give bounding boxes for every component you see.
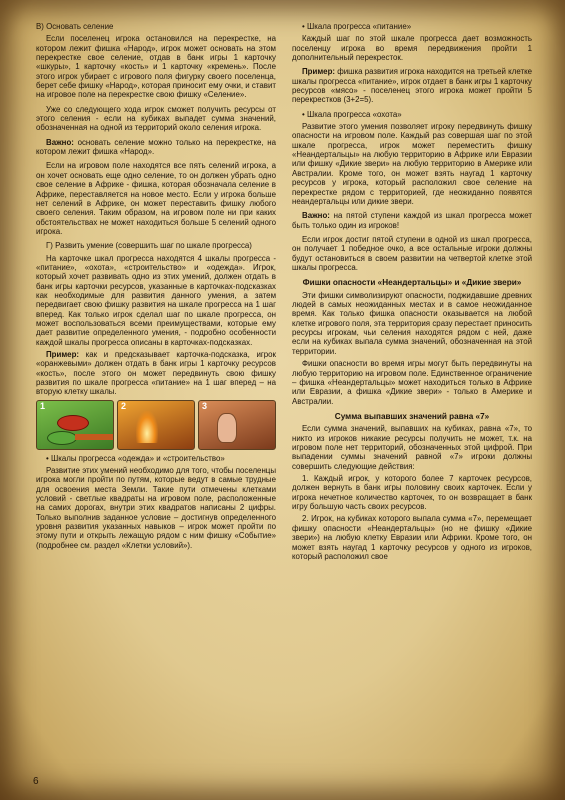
- paragraph: Фишки опасности во время игры могут быть передвинуты на любую территорию на игровом поле. Единственное ограничение – фишка «Неандертальцы» может находиться только в Африке или Евразии, а фишка «Дикие звери» - только в Америке и Австралии.: [292, 359, 532, 406]
- red-token-icon: [57, 415, 89, 431]
- left-column: [36, 22, 276, 553]
- paragraph: Если сумма значений, выпавших на кубиках, равна «7», то никто из игроков никакие ресурсы получить не может, т.к. на игровом поле нет территорий, обозначенных этой цифрой. При выпадении суммы значений равной «7» игроки должны совершить следующие действия:: [292, 424, 532, 471]
- paragraph: Каждый шаг по этой шкале прогресса дает возможность поселенцу игрока во время передвижения пройти 1 дополнительный перекресток.: [292, 34, 532, 63]
- bullet-heading-hunt: • Шкала прогресса «охота»: [302, 109, 402, 119]
- paragraph: 1. Каждый игрок, у которого более 7 карточек ресурсов, должен вернуть в банк игры половину своих карточек. Если у игрока нечетное количество карточек, то он возвращает в банк игру большую часть своих ресурсов.: [292, 474, 532, 512]
- green-token-icon: [47, 431, 77, 445]
- note-label: Важно:: [46, 137, 74, 147]
- example-text: фишка развития игрока находится на третьей клетке шкалы прогресса «питание», игрок отдает в банк игры 1 карточку ресурсов «мясо» - поселенец этого игрока может пройти 5 перекрестков (3+2=5).: [292, 67, 532, 105]
- right-column: [292, 22, 532, 564]
- important-note: [292, 211, 532, 230]
- paragraph: Развитие этих умений необходимо для того, чтобы поселенцы игрока могли пройти по путям, которые ведут в самые трудные для освоения места Земли. Такие пути отмечены клетками условий - светлые квадраты на игровом поле, расположенные на самих дорогах, внутри этих квадратов написаны 2 цифры. Только выполнив заданное условие – достигнув определенного уровня развития указанных навыков – игрок может пройти по этому пути и открыть лежащую рядом с ним фишку «Событие» (подробнее см. раздел «Клетки условий»).: [36, 466, 276, 550]
- example-illustration: [36, 400, 276, 450]
- paragraph: 2. Игрок, на кубиках которого выпала сумма «7», перемещает фишку опасности «Неандертальцы» (но не фишку «Дикие звери») на любую клетку Евразии или Африки. Кроме того, он может взять наугад 1 карточку ресурсов у одного из игроков, который расположил свое: [292, 514, 532, 561]
- example-note: [36, 350, 276, 397]
- bullet-text: Шкала прогресса «питание»: [306, 22, 412, 31]
- card-number: 1: [40, 400, 46, 411]
- example-label: Пример:: [302, 67, 336, 77]
- hand-icon: [217, 413, 237, 443]
- paragraph: На карточке шкал прогресса находятся 4 шкалы прогресса - «питание», «охота», «строительство» и «одежда». Игрок, который хочет развивать одно из этих умений, должен отдать в банк игры карточки ресурсов, указанные в карточках-подсказках как необходимые для развития данного умения, а затем передвигает свою фишку развития на шкале прогресса на 1 шаг вперед. Как только игрок сделал шаг по шкале прогресса, он может воспользоваться всеми преимуществами, которые ему дает развитие определенного умения, - подробно особенности каждой шкалы прогресса описаны в карточках-подсказках.: [36, 253, 276, 347]
- section-heading-sum-seven: Сумма выпавших значений равна «7»: [334, 411, 490, 421]
- section-heading-found-settlement: В) Основать селение: [36, 22, 114, 31]
- card-number: 3: [202, 400, 208, 411]
- illustration-card-2: [117, 400, 195, 450]
- example-note: [292, 67, 532, 104]
- example-text: как и предсказывает карточка-подсказка, игрок «оранжевыми» должен отдать в банк игры 1 карточку ресурсов «кость», после этого он может передвинуть свою фишку развития по шкале прогресса «питание» на 1 шаг вперед – на вторую клетку шкалы.: [36, 350, 276, 397]
- note-text: основать селение можно только на перекрестке, на котором лежит фишка «Народ».: [36, 137, 276, 157]
- bullet-heading-food: • Шкала прогресса «питание»: [302, 22, 412, 31]
- paragraph: Развитие этого умения позволяет игроку передвинуть фишку опасности на игровом поле. Каждый раз совершая шаг по этой шкале прогресса, игрок может переместить фишку «Неандертальцы» на любую территорию в Африке или Евразии или фишку «Дикие звери» на любую территорию в Америке или Австралии. Кроме того, он может взять наугад 1 карточку ресурсов у игрока, который расположил свое селение на перекрестке рядом с территорией, где неожиданно появятся неандертальцы или дикие звери.: [292, 122, 532, 206]
- arrow-icon: [75, 434, 114, 440]
- bullet-text: Шкалы прогресса «одежда» и «строительство»: [50, 453, 225, 463]
- card-number: 2: [121, 400, 127, 411]
- illustration-card-1: [36, 400, 114, 450]
- fire-icon: [136, 411, 158, 443]
- important-note: [36, 138, 276, 157]
- bullet-text: Шкала прогресса «охота»: [306, 109, 402, 119]
- note-label: Важно:: [302, 211, 330, 221]
- example-label: Пример:: [46, 350, 80, 359]
- paragraph: Если на игровом поле находятся все пять селений игрока, а он хочет основать еще одно селение, то он должен убрать одно свое селение в Африке - фишка, которая обозначала селение в Африке, переставляется на новое место. Если у игрока больше нет селений в Африке, он может переставить фишку любого своего селения. Таким образом, на игровом поле ни при каких обстоятельствах не может находиться больше 5 селений одного игрока.: [36, 161, 276, 236]
- paragraph: Если поселенец игрока остановился на перекрестке, на котором лежит фишка «Народ», игрок может основать на этом перекрестке свое селение, отдав в банк игры 1 карточку «шкуры», 1 карточку «кость» и 1 карточку «кремень». После этого игрок убирает с игрового поля фигурку своего поселенца, берет себе фишку «Народ», которая приносит ему очки, и ставит на игровое поле на перекрестке свою фишку «Селение».: [36, 34, 276, 100]
- bullet-heading-clothing-building: • Шкалы прогресса «одежда» и «строительство»: [46, 453, 225, 463]
- page-number: 6: [33, 776, 39, 787]
- paragraph: Уже со следующего хода игрок сможет получить ресурсы от этого селения - если на кубиках выпадет сумма значений, обозначенная на одной из территорий около селения игрока.: [36, 104, 276, 133]
- illustration-card-3: [198, 400, 276, 450]
- paragraph: Эти фишки символизируют опасности, поджидавшие древних людей в самых неожиданных местах и в самое неожиданное время. Как только фишка опасности оказывается на любой клетке игрового поля, эта территория сразу перестает приносить ресурсы игрокам, чьи селения находятся рядом с ней, даже если на кубиках выпала сумма значений, обозначенная на этой территории.: [292, 290, 532, 356]
- paragraph: Если игрок достиг пятой ступени в одной из шкал прогресса, он получает 1 победное очко, а все остальные игроки должны будут остановиться в своем развитии на четвертой клетке этой шкалы прогресса.: [292, 234, 532, 272]
- section-heading-danger-tokens: Фишки опасности «Неандертальцы» и «Дикие звери»: [302, 278, 522, 288]
- note-text: на пятой ступени каждой из шкал прогресса может быть только один из игроков!: [292, 211, 532, 230]
- section-heading-develop-skill: Г) Развить умение (совершить шаг по шкале прогресса): [46, 241, 252, 251]
